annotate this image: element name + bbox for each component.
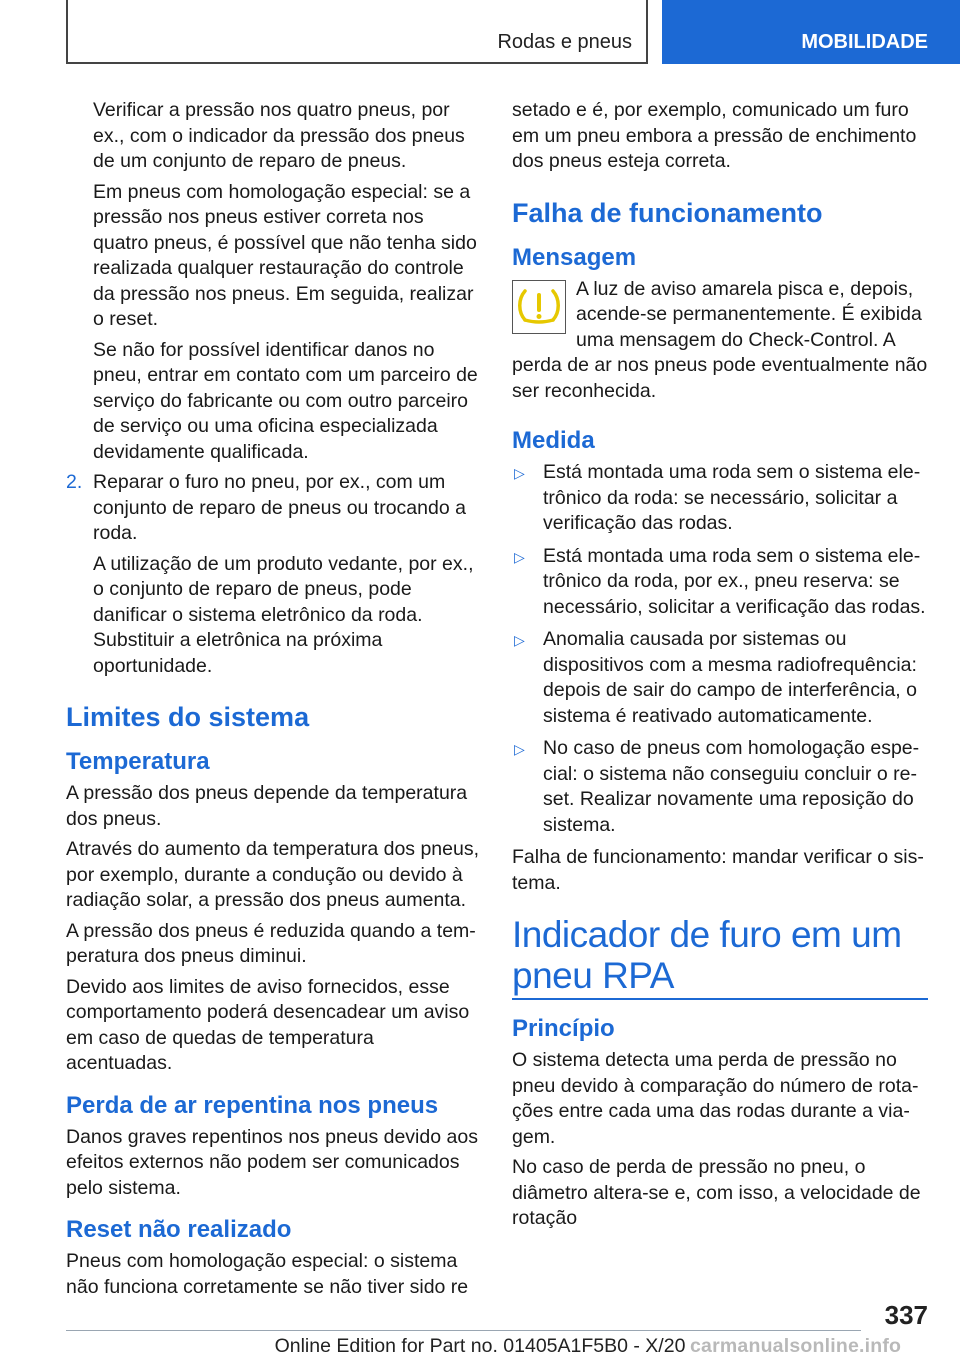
- heading-reset: Reset não realizado: [66, 1216, 292, 1243]
- right-column: [512, 98, 928, 1237]
- tire-pressure-warning-icon: [512, 280, 566, 334]
- watermark: carmanualsonline.info: [690, 1335, 902, 1357]
- heading-perda: Perda de ar repentina nos pneus: [66, 1091, 439, 1119]
- paragraph: O sistema detecta uma perda de pressão no pneu devido à comparação do número de rotações entre cada uma das rodas durante a viagem.: [512, 1049, 919, 1148]
- paragraph: A utilização de um produto vedante, por ex., o conjunto de reparo de pneus, pode danificar o sistema eletrônico da roda. Substituir a eletrônica na próxima oportunidade.: [93, 552, 474, 677]
- heading-falha: Falha de funcionamento: [512, 197, 823, 228]
- chapter-tab: [662, 0, 960, 64]
- triangle-bullet-icon: ▷: [514, 741, 525, 757]
- paragraph: Pneus com homologação especial: o sistema não funciona corretamente se não tiver sido re: [66, 1250, 469, 1298]
- heading-principio: Princípio: [512, 1015, 615, 1042]
- paragraph: Em pneus com homologação especial: se a pressão nos pneus estiver correta nos quatro pneus, é possível que não tenha sido realizada qualquer restauração do controle da pressão nos pneus. Em seguida, realizar o reset.: [93, 180, 477, 330]
- paragraph: Falha de funcionamento: mandar verificar o sistema.: [512, 846, 924, 894]
- chapter-title: MOBILIDADE: [801, 31, 928, 53]
- paragraph: No caso de perda de pressão no pneu, o diâmetro altera-se e, com isso, a velocidade de rotação: [512, 1156, 921, 1229]
- section-title: Rodas e pneus: [497, 31, 632, 53]
- step-text: Reparar o furo no pneu, por ex., com um conjunto de reparo de pneus ou trocando a roda.: [93, 471, 466, 544]
- heading-temperatura: Temperatura: [66, 748, 210, 775]
- footer: [0, 1333, 960, 1359]
- heading-rpa: Indicador de furo em um pneu RPA: [512, 914, 928, 1000]
- paragraph: Se não for possível identificar danos no pneu, entrar em contato com um parceiro de serviço do fabricante ou com outro parceiro de serviço ou uma oficina especializada devidamente qualificada.: [93, 338, 478, 463]
- paragraph: A pressão dos pneus é reduzida quando a temperatura dos pneus diminui.: [66, 919, 476, 967]
- section-header: [66, 0, 648, 64]
- heading-limites: Limites do sistema: [66, 702, 310, 732]
- list-item-text: Está montada uma roda sem o sistema eletrônico da roda, por ex., pneu reserva: se necessário, solicitar a verificação das rodas.: [543, 544, 926, 618]
- heading-mensagem: Mensagem: [512, 243, 637, 271]
- paragraph: Verificar a pressão nos quatro pneus, por ex., com o indicador da pressão dos pneus de um conjunto de reparo de pneus.: [93, 99, 465, 172]
- list-item-text: Está montada uma roda sem o sistema eletrônico da roda: se necessário, solicitar a verificação das rodas.: [543, 461, 921, 534]
- paragraph: setado e é, por exemplo, comunicado um furo em um pneu embora a pressão de enchimento dos pneus esteja correta.: [512, 99, 917, 172]
- list-item: [512, 627, 928, 729]
- list-item: [512, 736, 928, 838]
- triangle-bullet-icon: ▷: [514, 632, 525, 648]
- footer-text: Online Edition for Part no. 01405A1F5B0 - X/20: [274, 1335, 686, 1357]
- list-item: [512, 544, 928, 621]
- left-column: [66, 98, 481, 1305]
- triangle-bullet-icon: ▷: [514, 548, 525, 565]
- list-item-text: Anomalia causada por sistemas ou dispositivos com a mesma radiofrequência: depois de sair do campo de interferência, o sistema é reativado automaticamente.: [543, 628, 917, 727]
- list-item: [512, 460, 928, 537]
- footer-divider: [66, 1330, 861, 1331]
- numbered-step: [66, 470, 481, 547]
- message-block: [512, 277, 928, 405]
- paragraph: Danos graves repentinos nos pneus devido aos efeitos externos não podem ser comunicados pelo sistema.: [66, 1125, 478, 1199]
- paragraph: Através do aumento da temperatura dos pneus, por exemplo, durante a condução ou devido à radiação solar, a pressão dos pneus aumenta.: [66, 838, 480, 911]
- message-text: A luz de aviso amarela pisca e, depois, acende-se permanentemente. É exibida uma mensagem do Check-Control. A perda de ar nos pneus pode eventualmente não ser reconhecida.: [512, 277, 928, 402]
- step-number: 2.: [66, 471, 83, 493]
- heading-medida: Medida: [512, 427, 595, 454]
- paragraph: A pressão dos pneus depende da temperatura dos pneus.: [66, 782, 468, 830]
- triangle-bullet-icon: ▷: [514, 465, 525, 481]
- list-item-text: No caso de pneus com homologação especial: o sistema não conseguiu concluir o reset. Realizar novamente uma reposição do sistema.: [543, 737, 920, 836]
- paragraph: Devido aos limites de aviso fornecidos, esse comportamento poderá desencadear um aviso em caso de quedas de temperatura acentuadas.: [66, 975, 470, 1074]
- page-number: 337: [884, 1300, 928, 1330]
